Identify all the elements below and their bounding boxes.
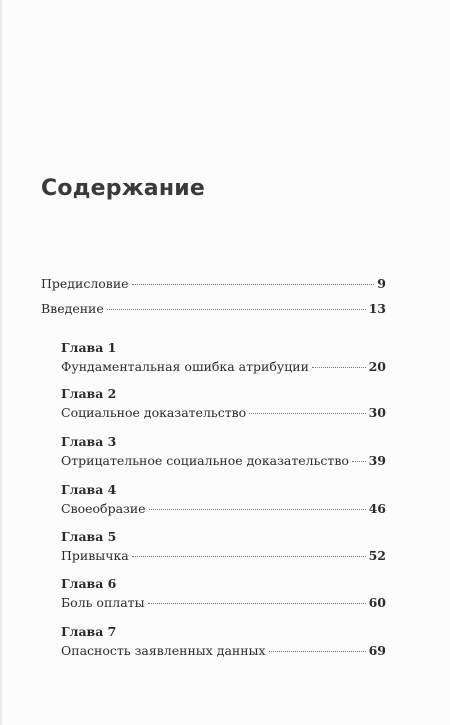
chapter-heading: Глава 3 bbox=[61, 434, 117, 449]
toc-entry-chapter-3[interactable] bbox=[61, 453, 386, 469]
toc-entry-chapter-6[interactable] bbox=[61, 595, 386, 611]
toc-entry-label: Отрицательное социальное доказательство bbox=[61, 453, 349, 468]
toc-entry-page: 9 bbox=[377, 276, 386, 291]
toc-entry-label: Введение bbox=[41, 301, 104, 316]
chapter-heading: Глава 2 bbox=[61, 386, 117, 401]
dot-leader bbox=[132, 556, 366, 557]
toc-entry-preface[interactable] bbox=[41, 276, 386, 292]
dot-leader bbox=[107, 309, 366, 310]
toc-entry-page: 46 bbox=[368, 501, 386, 516]
chapter-heading: Глава 5 bbox=[61, 529, 117, 544]
toc-entry-chapter-4[interactable] bbox=[61, 501, 386, 517]
toc-entry-label: Предисловие bbox=[41, 276, 129, 291]
toc-entry-label: Привычка bbox=[61, 548, 129, 563]
toc-entry-page: 39 bbox=[368, 453, 386, 468]
toc-entry-chapter-5[interactable] bbox=[61, 548, 386, 564]
toc-entry-page: 13 bbox=[368, 301, 386, 316]
dot-leader bbox=[149, 509, 366, 510]
chapter-heading: Глава 4 bbox=[61, 482, 117, 497]
toc-entry-page: 20 bbox=[368, 359, 386, 374]
toc-entry-page: 69 bbox=[368, 643, 386, 658]
toc-entry-label: Своеобразие bbox=[61, 501, 146, 516]
dot-leader bbox=[312, 367, 366, 368]
toc-entry-page: 52 bbox=[368, 548, 386, 563]
page-title: Содержание bbox=[41, 176, 205, 201]
page-edge bbox=[0, 0, 3, 725]
toc-entry-chapter-7[interactable] bbox=[61, 643, 386, 659]
chapter-heading: Глава 1 bbox=[61, 340, 117, 355]
dot-leader bbox=[148, 603, 366, 604]
toc-entry-label: Социальное доказательство bbox=[61, 405, 247, 420]
chapter-heading: Глава 7 bbox=[61, 624, 117, 639]
toc-entry-label: Опасность заявленных данных bbox=[61, 643, 266, 658]
toc-entry-page: 30 bbox=[368, 405, 386, 420]
chapter-heading: Глава 6 bbox=[61, 576, 117, 591]
dot-leader bbox=[249, 413, 365, 414]
toc-entry-introduction[interactable] bbox=[41, 301, 386, 317]
toc-entry-label: Фундаментальная ошибка атрибуции bbox=[61, 359, 309, 374]
toc-entry-chapter-1[interactable] bbox=[61, 359, 386, 375]
dot-leader bbox=[269, 651, 366, 652]
toc-entry-chapter-2[interactable] bbox=[61, 405, 386, 421]
toc-entry-page: 60 bbox=[368, 595, 386, 610]
dot-leader bbox=[352, 461, 366, 462]
toc-entry-label: Боль оплаты bbox=[61, 595, 145, 610]
dot-leader bbox=[132, 284, 375, 285]
